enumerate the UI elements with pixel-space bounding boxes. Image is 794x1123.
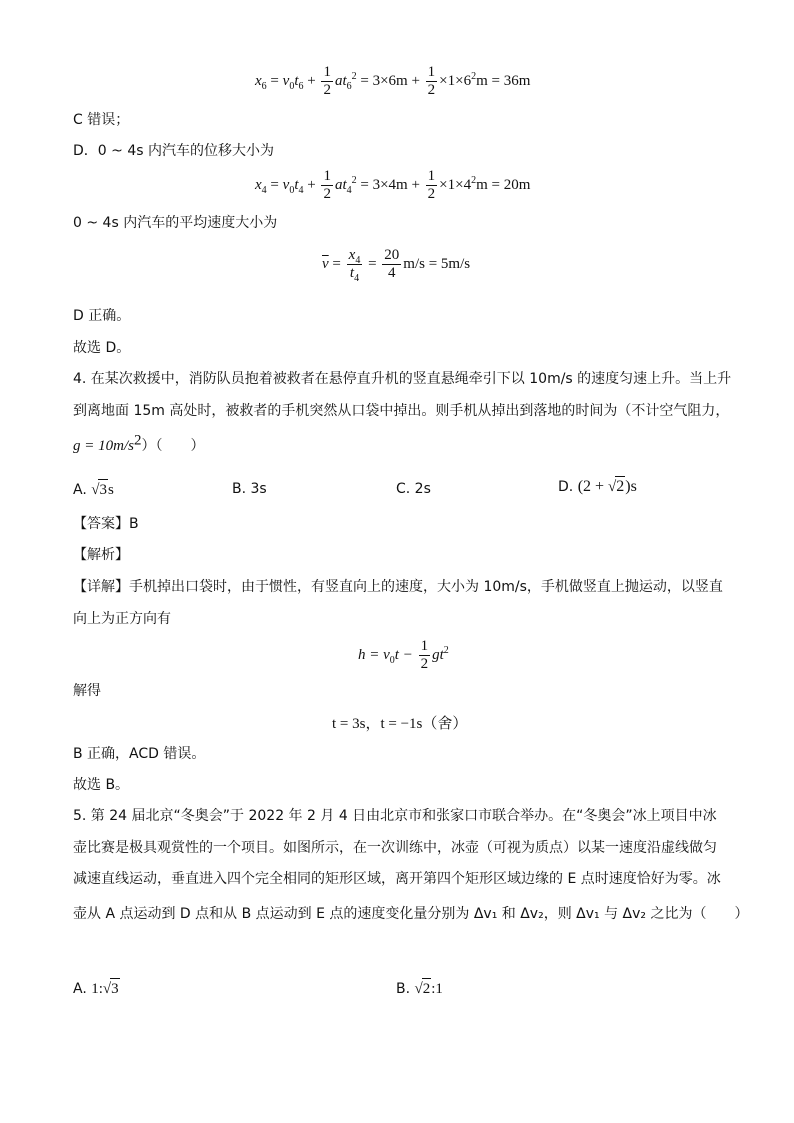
- eq-var: x: [255, 72, 262, 89]
- eq-text: m = 20m: [476, 176, 531, 193]
- q4-option-c: C. 2s: [396, 481, 431, 497]
- sqrt-radicand: 2: [616, 478, 625, 495]
- eq-var: x: [348, 247, 356, 263]
- detail-line2: 向上为正方向有: [73, 611, 171, 627]
- eq-sub: 4: [261, 184, 267, 196]
- choose-b-text: 故选 B。: [73, 777, 130, 793]
- g-sup: 2: [133, 432, 142, 449]
- q4-option-d: [558, 476, 637, 497]
- frac-num: 1: [323, 64, 331, 80]
- eq-sup: 2: [351, 174, 357, 186]
- eq-sub: 4: [346, 184, 352, 196]
- eq-text: ×1×6: [439, 72, 472, 89]
- frac-den: 2: [323, 186, 331, 202]
- eq-sub: 4: [298, 184, 304, 196]
- frac-den: 2: [420, 656, 429, 672]
- fraction: [426, 168, 438, 203]
- fraction: [321, 64, 333, 99]
- eq-var: t: [294, 72, 299, 89]
- eq-text: gt: [432, 646, 444, 663]
- option-label: B.: [396, 981, 411, 997]
- frac-den: 4: [388, 265, 396, 281]
- text-choose-d: 故选 D。: [73, 340, 131, 356]
- eq-text: ×1×4: [439, 176, 472, 193]
- eq-text: +: [303, 176, 320, 193]
- g-expression: g = 10m/s: [73, 438, 134, 454]
- fraction: [347, 247, 363, 282]
- conclusion-text: B 正确，ACD 错误。: [73, 746, 206, 762]
- solve-label: 解得: [73, 683, 101, 699]
- eq-sup: 2: [351, 70, 357, 82]
- eq-text: :1: [431, 981, 443, 997]
- q5-option-b: [396, 978, 443, 999]
- frac-num: 20: [384, 247, 400, 263]
- frac-num: [347, 247, 363, 265]
- eq-var: at: [334, 72, 347, 89]
- fraction: [382, 247, 401, 282]
- unit: s: [107, 482, 114, 498]
- eq-text: m/s = 5m/s: [403, 255, 471, 272]
- eq-sub: 6: [346, 80, 352, 92]
- fraction: [426, 64, 438, 99]
- eq-sup: 2: [471, 174, 477, 186]
- eq-text: )s: [625, 478, 637, 495]
- q4-stem-line1: 4. 在某次救援中，消防队员抱着被救者在悬停直升机的竖直悬绳牵引下以 10m/s 的速度匀速上升。当上升: [73, 371, 732, 387]
- text-d-intro: D．0 ~ 4s 内汽车的位移大小为: [73, 143, 274, 159]
- frac-den: [347, 265, 363, 282]
- equation-avg-velocity: [322, 247, 470, 282]
- frac-num: 1: [427, 168, 436, 184]
- eq-text: +: [303, 72, 320, 89]
- option-label: D.: [558, 479, 574, 495]
- eq-var: v: [282, 176, 290, 193]
- eq-sup: 2: [471, 70, 477, 82]
- q5-stem-line2: 壶比赛是极具观赏性的一个项目。如图所示，在一次训练中，冰壶（可视为质点）以某一速度沿虚线做匀: [73, 840, 717, 856]
- eq-sub: 0: [289, 184, 295, 196]
- eq-text: =: [364, 255, 381, 272]
- q4-option-b: B. 3s: [232, 481, 267, 497]
- equation-x6: [255, 64, 530, 99]
- q5-stem-line4: 壶从 A 点运动到 D 点和从 B 点运动到 E 点的速度变化量分别为 Δv₁ 和 Δv₂，则 Δv₁ 与 Δv₂ 之比为（ ）: [73, 906, 749, 922]
- eq-text: m = 36m: [476, 72, 531, 89]
- equation-t: t = 3s，t = −1s（舍）: [332, 716, 468, 732]
- answer-label: 【答案】B: [73, 516, 139, 532]
- text-d-right: D 正确。: [73, 308, 131, 324]
- sqrt-expression: √3s: [91, 482, 114, 498]
- frac-num: 1: [420, 638, 429, 654]
- frac-den: 2: [427, 82, 436, 98]
- eq-text: (2 +: [577, 478, 609, 495]
- equation-x4: [255, 168, 530, 203]
- eq-text: t −: [394, 646, 417, 663]
- ratio-expression: 1:√3: [91, 981, 119, 997]
- eq-sub: 4: [354, 273, 360, 284]
- frac-num: 1: [427, 64, 436, 80]
- eq-sub: 0: [289, 80, 295, 92]
- q5-stem-line1: 5. 第 24 届北京“冬奥会”于 2022 年 2 月 4 日由北京市和张家口市联合举办。在“冬奥会”冰上项目中冰: [73, 808, 717, 824]
- equation-h: [358, 638, 449, 673]
- option-label: A.: [73, 482, 87, 498]
- eq-var: at: [334, 176, 347, 193]
- eq-text: =: [328, 255, 345, 272]
- eq-sub: 4: [355, 255, 361, 266]
- fraction: [321, 168, 333, 203]
- q5-option-a: [73, 978, 120, 999]
- eq-var: t: [349, 265, 355, 281]
- q4-blank: ）（ ）: [141, 438, 205, 454]
- q4-stem-line3: [73, 432, 205, 456]
- eq-text: = 3×6m +: [356, 72, 424, 89]
- q4-option-a: [73, 479, 114, 500]
- eq-text: =: [266, 72, 283, 89]
- frac-den: 2: [323, 82, 331, 98]
- eq-var: t: [294, 176, 299, 193]
- eq-sub: 6: [261, 80, 267, 92]
- q5-stem-line3: 减速直线运动，垂直进入四个完全相同的矩形区域，离开第四个矩形区域边缘的 E 点时速度恰好为零。冰: [73, 871, 721, 887]
- sqrt-radicand: 3: [110, 978, 120, 999]
- eq-var-vbar: $\overline{v}$: [322, 255, 329, 272]
- sqrt-expression: (2 + √2)s: [577, 478, 637, 495]
- sqrt-radicand: 3: [98, 479, 108, 500]
- ratio-expression: √2:1: [415, 981, 443, 997]
- eq-text: 1:: [91, 981, 103, 997]
- text-avg-intro: 0 ~ 4s 内汽车的平均速度大小为: [73, 215, 278, 231]
- eq-sub: 6: [298, 80, 304, 92]
- eq-text: = 3×4m +: [356, 176, 424, 193]
- sqrt-radicand: 2: [422, 978, 432, 999]
- eq-sup: 2: [443, 644, 449, 656]
- eq-text: =: [266, 176, 283, 193]
- analysis-label: 【解析】: [73, 547, 129, 563]
- detail-line1: 【详解】手机掉出口袋时，由于惯性，有竖直向上的速度，大小为 10m/s，手机做竖直上抛运动，以竖直: [73, 579, 723, 595]
- fraction: [419, 638, 431, 673]
- eq-text: h = v: [358, 646, 390, 663]
- eq-var: x: [255, 176, 262, 193]
- eq-var: v: [282, 72, 290, 89]
- q4-stem-line2: 到离地面 15m 高处时，被救者的手机突然从口袋中掉出。则手机从掉出到落地的时间为（不计空气阻力，: [73, 403, 730, 419]
- frac-num: 1: [323, 168, 331, 184]
- text-c-wrong: C 错误；: [73, 112, 130, 128]
- frac-den: 2: [427, 186, 436, 202]
- option-label: A.: [73, 981, 87, 997]
- eq-sub: 0: [389, 654, 395, 666]
